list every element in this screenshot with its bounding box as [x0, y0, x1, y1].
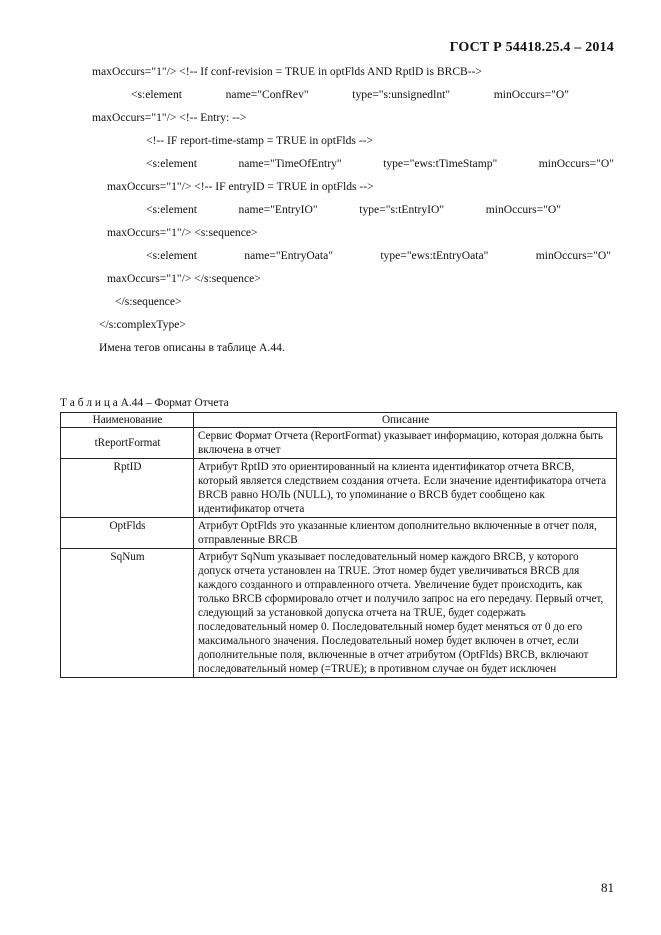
- row-name-cell: OptFlds: [61, 518, 194, 549]
- row-description-cell: Атрибут RptID это ориентированный на клиента идентификатор отчета BRCB, который является следствием создания отчета. Если значение идентификатора отчета BRCB равно НОЛЬ (NULL), то упоминание о BRCB будет сообщено как идентификатор отчета: [194, 459, 617, 518]
- code-line: [107, 272, 261, 286]
- code-line: [99, 318, 186, 332]
- table-row: [61, 518, 617, 549]
- code-line: [146, 203, 561, 217]
- code-text: </s:sequence>: [115, 295, 182, 308]
- code-token: minOccurs="O": [485, 203, 561, 216]
- code-token: type="ews:tTimeStamp": [383, 157, 498, 170]
- document-standard-header: ГОСТ Р 54418.25.4 – 2014: [449, 40, 614, 55]
- table-caption: Т а б л и ц а А.44 – Формат Отчета: [60, 397, 229, 409]
- code-token: name="EntryIO": [238, 203, 318, 216]
- table-row: [61, 459, 617, 518]
- code-token: name="TimeOfEntry": [238, 157, 342, 170]
- code-text: maxOccurs="1"/> <s:sequence>: [107, 226, 258, 239]
- code-text: maxOccurs="1"/> <!-- If conf-revision = TRUE in optFlds AND RptlD is BRCB-->: [92, 65, 483, 78]
- code-text: <!-- IF report-time-stamp = TRUE in optFlds -->: [146, 134, 374, 147]
- row-name-cell: RptID: [61, 459, 194, 518]
- code-token: name="EntryOata": [244, 249, 334, 262]
- code-line: [146, 134, 373, 148]
- code-line: [131, 88, 569, 102]
- code-token: minOccurs="O": [535, 249, 611, 262]
- row-description-cell: Атрибут OptFlds это указанные клиентом дополнительно включенные в отчет поля, отправленные BRCB: [194, 518, 617, 549]
- code-line: [115, 295, 182, 309]
- code-text: maxOccurs="1"/> <!-- Entry: -->: [92, 111, 247, 124]
- row-name-cell: SqNum: [61, 549, 194, 678]
- intro-paragraph: Имена тегов описаны в таблице А.44.: [99, 341, 285, 354]
- code-token: type="ews:tEntryOata": [380, 249, 489, 262]
- table-row: [61, 428, 617, 459]
- code-token: <s:element: [131, 88, 182, 101]
- row-description-cell: Сервис Формат Отчета (ReportFormat) указывает информацию, которая должна быть включена в отчет: [194, 428, 617, 459]
- table-row: [61, 549, 617, 678]
- report-format-table: [60, 412, 617, 678]
- code-text: maxOccurs="1"/> </s:sequence>: [107, 272, 261, 285]
- page-number: 81: [601, 880, 614, 895]
- code-line: [146, 249, 611, 263]
- code-token: minOccurs="O": [493, 88, 569, 101]
- code-line: [107, 180, 374, 194]
- row-description-cell: Атрибут SqNum указывает последовательный номер каждого BRCB, у которого допуск отчета установлен на TRUE. Этот номер будет увеличиваться BRCB для каждого созданного и отправленного отчета. Увеличение будет происходить, как только BRCB сформировало отчет и получило запрос на его передачу. Первый отчет, следующий за установкой допуска отчета на TRUE, будет содержать последовательный номер 0. Последовательный номер будет меняться от 0 до его максимального значения. Последовательный номер будет включен в отчет, если дополнительные поля, включенные в отчет атрибутом (OptFlds) BRCB, включают последовательный номер (=TRUE); в противном случае он будет исключен: [194, 549, 617, 678]
- code-line: [146, 157, 614, 171]
- code-token: name="ConfRev": [225, 88, 309, 101]
- code-token: <s:element: [146, 249, 197, 262]
- code-token: type="s:unsignedlnt": [352, 88, 451, 101]
- code-token: minOccurs="O": [538, 157, 614, 170]
- code-text: </s:complexType>: [99, 318, 186, 331]
- code-token: <s:element: [146, 157, 197, 170]
- code-line: [92, 111, 246, 125]
- code-token: <s:element: [146, 203, 197, 216]
- code-token: type="s:tEntryIO": [359, 203, 445, 216]
- row-name-cell: tReportFormat: [61, 428, 194, 459]
- column-header-name: Наименование: [61, 413, 194, 428]
- table-header-row: [61, 413, 617, 428]
- code-line: [92, 65, 482, 79]
- column-header-description: Описание: [194, 413, 617, 428]
- code-line: [107, 226, 258, 240]
- code-text: maxOccurs="1"/> <!-- IF entryID = TRUE in optFlds -->: [107, 180, 374, 193]
